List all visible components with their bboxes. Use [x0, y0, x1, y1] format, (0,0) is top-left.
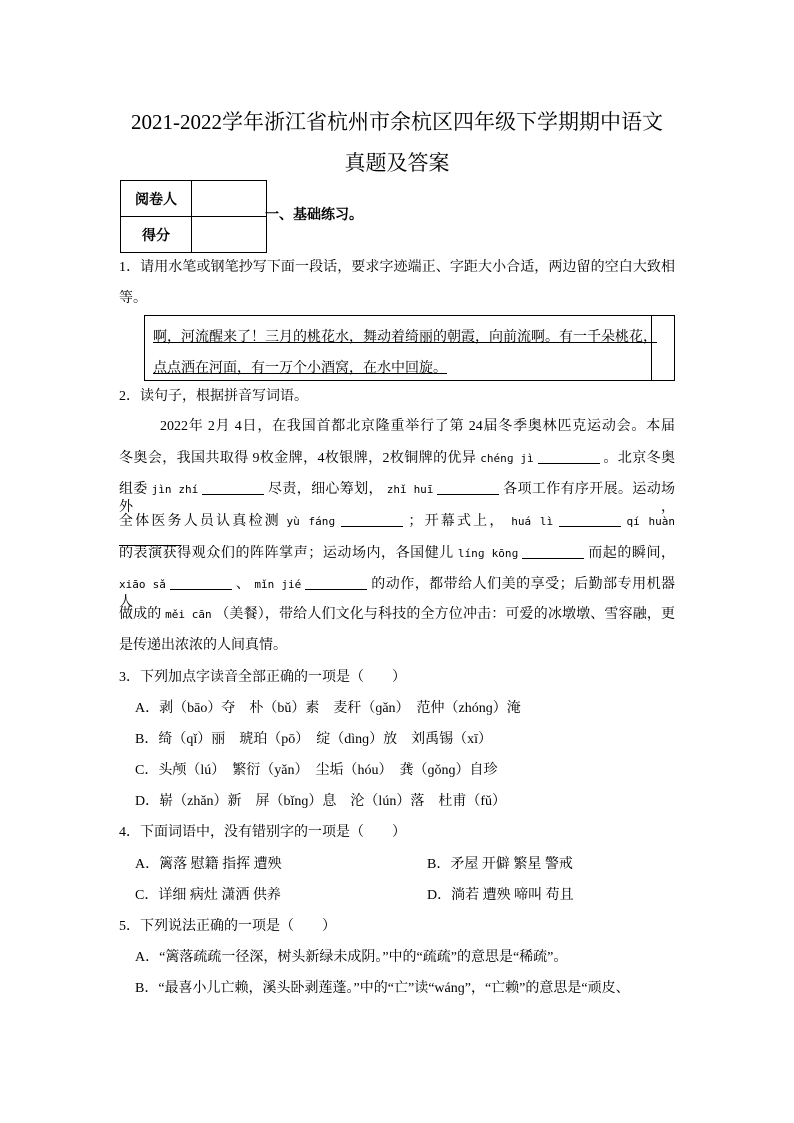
paragraph-text: 全体医务人员认真检测: [119, 514, 281, 529]
q3-option-b: B．绮（qǐ）丽 琥珀（pō） 绽（dìnɡ）放 刘禹锡（xī）: [135, 732, 493, 747]
score-table: [120, 180, 267, 253]
q2-stem: 2．读句子，根据拼音写词语。: [119, 389, 308, 404]
pinyin-text: měi cān: [165, 608, 212, 621]
pinyin-text: xiāo sǎ: [119, 578, 166, 591]
answer-blank[interactable]: [559, 512, 621, 527]
q4-stem: 4．下面词语中，没有错别字的一项是（ ）: [119, 825, 406, 840]
score-cell: [192, 217, 267, 253]
q4-option-c: C．详细 病灶 潇洒 供养: [135, 888, 281, 903]
q4-option-d: D．淌若 遭殃 啼叫 苟且: [427, 888, 574, 903]
paragraph-text: 。北京冬奥: [603, 451, 676, 466]
paragraph-text: （美餐），带给人们文化与科技的全方位冲击：可爱的冰墩墩、雪容融，更: [215, 607, 676, 622]
q3-option-c: C．头颅（lú） 繁衍（yǎn） 尘垢（hóu） 龚（ɡǒnɡ）自珍: [135, 763, 498, 778]
q3-stem: 3．下列加点字读音全部正确的一项是（ ）: [119, 670, 406, 685]
reviewer-cell: [192, 181, 267, 217]
q5-option-a: A．“篱落疏疏一径深，树头新绿未成阴。”中的“疏疏”的意思是“稀疏”。: [135, 950, 568, 965]
q4-option-a: A．篱落 慰籍 指挥 遭殃: [135, 857, 282, 872]
paragraph-text: 、: [235, 577, 251, 592]
document-title: 2021-2022学年浙江省杭州市余杭区四年级下学期期中语文: [131, 110, 663, 134]
pinyin-text: qí huàn: [626, 515, 676, 528]
answer-blank[interactable]: [538, 449, 600, 464]
q3-option-a: A．剥（bāo）夺 朴（bǔ）素 麦秆（ɡǎn） 范仲（zhónɡ）淹: [135, 701, 521, 716]
paragraph-text: 组委: [119, 482, 148, 497]
score-label: 得分: [121, 217, 192, 253]
q2-paragraph-line: [160, 418, 675, 436]
paragraph-text: 尽责，细心筹划，: [268, 482, 383, 497]
q2-paragraph-line: [119, 606, 675, 624]
section-heading: 一、基础练习。: [265, 208, 363, 223]
q1-stem-cont: 等。: [119, 291, 147, 306]
document-subtitle: 真题及答案: [344, 151, 450, 175]
paragraph-text: 冬奥会，我国共取得 9枚金牌，4枚银牌，2枚铜牌的优异: [119, 451, 477, 466]
q1-stem: 1．请用水笔或钢笔抄写下面一段话，要求字迹端正、字距大小合适，两边留的空白大致相: [119, 260, 675, 275]
answer-blank[interactable]: [202, 480, 264, 495]
answer-blank[interactable]: [437, 480, 499, 495]
q2-paragraph-line: [119, 544, 675, 562]
pinyin-text: mǐn jié: [254, 578, 302, 591]
pinyin-text: línɡ kōnɡ: [457, 547, 519, 560]
reviewer-label: 阅卷人: [121, 181, 192, 217]
answer-blank[interactable]: [305, 575, 367, 590]
q3-option-d: D．崭（zhǎn）新 屏（bǐnɡ）息 沦（lún）落 杜甫（fǔ）: [135, 794, 506, 809]
answer-blank[interactable]: [522, 544, 584, 559]
q2-paragraph-line: [119, 480, 676, 515]
q2-paragraph-line: [119, 449, 675, 467]
q2-paragraph-line: [119, 512, 675, 530]
answer-blank[interactable]: [341, 512, 403, 527]
paragraph-text: ；开幕式上，: [408, 514, 506, 529]
pinyin-text: chénɡ jì: [480, 452, 534, 465]
q2-paragraph-line: [119, 637, 675, 655]
paragraph-text: 各项工作有序开展。运动场外，: [119, 482, 676, 515]
paragraph-text: 做成的: [119, 607, 162, 622]
paragraph-text: 2022年 2月 4日，在我国首都北京隆重举行了第 24届冬季奥林匹克运动会。本届: [160, 419, 675, 434]
answer-blank[interactable]: [170, 575, 232, 590]
pinyin-text: jìn zhí: [151, 483, 199, 496]
paragraph-text: 而起的瞬间，: [588, 546, 676, 561]
paragraph-text: 的表演获得观众们的阵阵掌声；运动场内，各国健儿: [119, 546, 454, 561]
q5-stem: 5．下列说法正确的一项是（ ）: [119, 919, 336, 934]
copy-text-line: 啊，河流醒来了！三月的桃花水，舞动着绮丽的朝霞，向前流啊。有一千朵桃花，: [153, 330, 657, 345]
q5-option-b: B．“最喜小儿亡赖，溪头卧剥莲蓬。”中的“亡”读“wánɡ”，“亡赖”的意思是“顽皮、: [135, 981, 630, 996]
paragraph-text: 的动作，都带给人们美的享受；后勤部专用机器人: [119, 577, 676, 610]
q4-option-b: B．矛屋 开僻 繁星 警戒: [427, 857, 573, 872]
q2-paragraph-line: [119, 575, 676, 610]
paragraph-text: 是传递出浓浓的人间真情。: [119, 638, 287, 653]
copy-text-line: 点点洒在河面，有一万个小酒窝，在水中回旋。: [153, 361, 447, 376]
pinyin-text: yù fánɡ: [286, 515, 336, 528]
pinyin-text: zhǐ huī: [386, 483, 434, 496]
pinyin-text: huá lì: [511, 515, 554, 528]
copy-box: [144, 315, 675, 381]
